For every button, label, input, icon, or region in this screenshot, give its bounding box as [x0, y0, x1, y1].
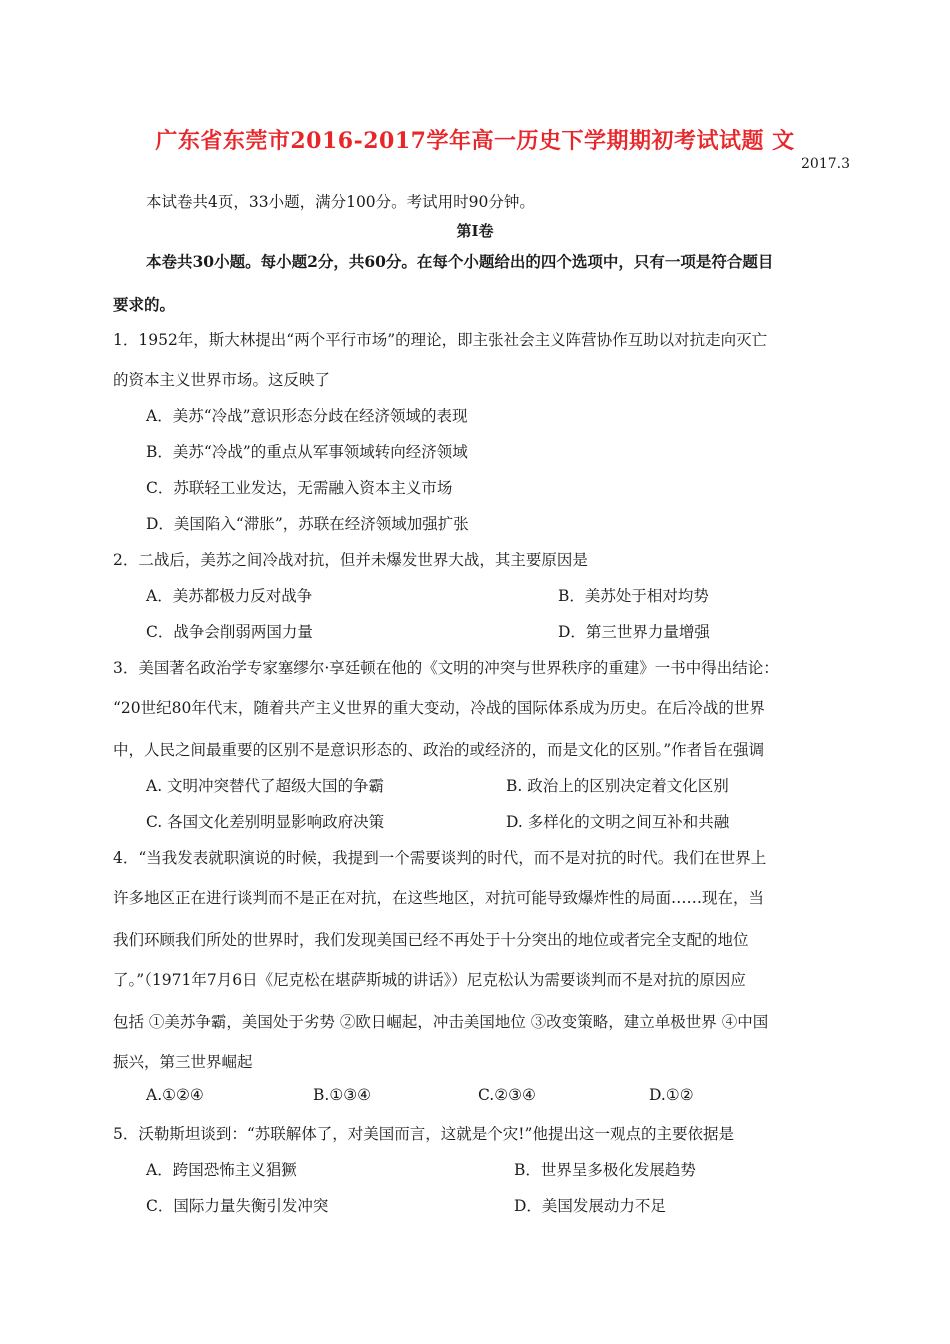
q4-stem-line: 了。”（1971年7月6日《尼克松在堪萨斯城的讲话》）尼克松认为需要谈判而不是对抗的原因应 [113, 971, 746, 989]
q4-option-a: A.①②④ [146, 1086, 204, 1104]
q3-stem-line: 中，人民之间最重要的区别不是意识形态的、政治的或经济的，而是文化的区别。”作者旨在强调 [113, 741, 765, 759]
q4-stem-line: 许多地区正在进行谈判而不是正在对抗，在这些地区，对抗可能导致爆炸性的局面……现在，当 [113, 889, 765, 907]
q5-option-d: D．美国发展动力不足 [514, 1197, 666, 1215]
q2-option-c: C．战争会削弱两国力量 [146, 623, 313, 641]
q4-option-c: C.②③④ [478, 1086, 536, 1104]
q3-option-d: D. 多样化的文明之间互补和共融 [506, 813, 730, 831]
q1-stem-line: 1．1952年，斯大林提出“两个平行市场”的理论，即主张社会主义阵营协作互助以对抗走向灭亡 [113, 331, 768, 349]
q3-option-c: C. 各国文化差别明显影响政府决策 [146, 813, 385, 831]
document-title: 广东省东莞市2016-2017学年高一历史下学期期初考试试题 文 [155, 128, 795, 154]
section-heading: 第I卷 [456, 222, 494, 240]
q4-stem-line: 振兴，第三世界崛起 [113, 1053, 253, 1071]
q4-stem-line: 包括 ①美苏争霸，美国处于劣势 ②欧日崛起，冲击美国地位 ③改变策略，建立单极世界 ④中国 [113, 1013, 769, 1031]
exam-date: 2017.3 [801, 156, 850, 172]
q5-option-a: A．跨国恐怖主义猖獗 [146, 1161, 297, 1179]
q4-stem-line: 我们环顾我们所处的世界时，我们发现美国已经不再处于十分突出的地位或者完全支配的地位 [113, 931, 749, 949]
q2-option-d: D．第三世界力量增强 [558, 623, 710, 641]
q5-option-b: B．世界呈多极化发展趋势 [514, 1161, 696, 1179]
q5-stem-line: 5．沃勒斯坦谈到：“苏联解体了，对美国而言，这就是个灾!”他提出这一观点的主要依据是 [113, 1125, 734, 1143]
q5-option-c: C．国际力量失衡引发冲突 [146, 1197, 329, 1215]
q1-option-c: C．苏联轻工业发达，无需融入资本主义市场 [146, 479, 453, 497]
q4-stem-line: 4．“当我发表就职演说的时候，我提到一个需要谈判的时代，而不是对抗的时代。我们在世界上 [113, 849, 767, 867]
q3-stem-line: “20世纪80年代末，随着共产主义世界的重大变动，冷战的国际体系成为历史。在后冷战的世界 [113, 699, 765, 717]
instructions-line-2: 要求的。 [113, 295, 176, 314]
q2-option-b: B．美苏处于相对均势 [558, 587, 709, 605]
q1-stem-line: 的资本主义世界市场。这反映了 [113, 371, 331, 389]
q3-option-a: A. 文明冲突替代了超级大国的争霸 [146, 777, 385, 795]
q1-option-d: D．美国陷入“滞胀”，苏联在经济领域加强扩张 [146, 515, 469, 533]
q4-option-b: B.①③④ [313, 1086, 372, 1104]
q1-option-a: A．美苏“冷战”意识形态分歧在经济领域的表现 [146, 407, 468, 425]
q2-option-a: A．美苏都极力反对战争 [146, 587, 313, 605]
q4-option-d: D.①② [649, 1086, 694, 1104]
q3-stem-line: 3．美国著名政治学专家塞缪尔·享廷顿在他的《文明的冲突与世界秩序的重建》一书中得出结论： [113, 659, 779, 677]
instructions-line-1: 本卷共30小题。每小题2分，共60分。在每个小题给出的四个选项中，只有一项是符合题目 [146, 252, 774, 271]
q2-stem-line: 2．二战后，美苏之间冷战对抗，但并未爆发世界大战，其主要原因是 [113, 551, 588, 569]
q3-option-b: B. 政治上的区别决定着文化区别 [506, 777, 729, 795]
q1-option-b: B．美苏“冷战”的重点从军事领域转向经济领域 [146, 443, 468, 461]
exam-intro: 本试卷共4页，33小题，满分100分。考试用时90分钟。 [146, 193, 535, 211]
